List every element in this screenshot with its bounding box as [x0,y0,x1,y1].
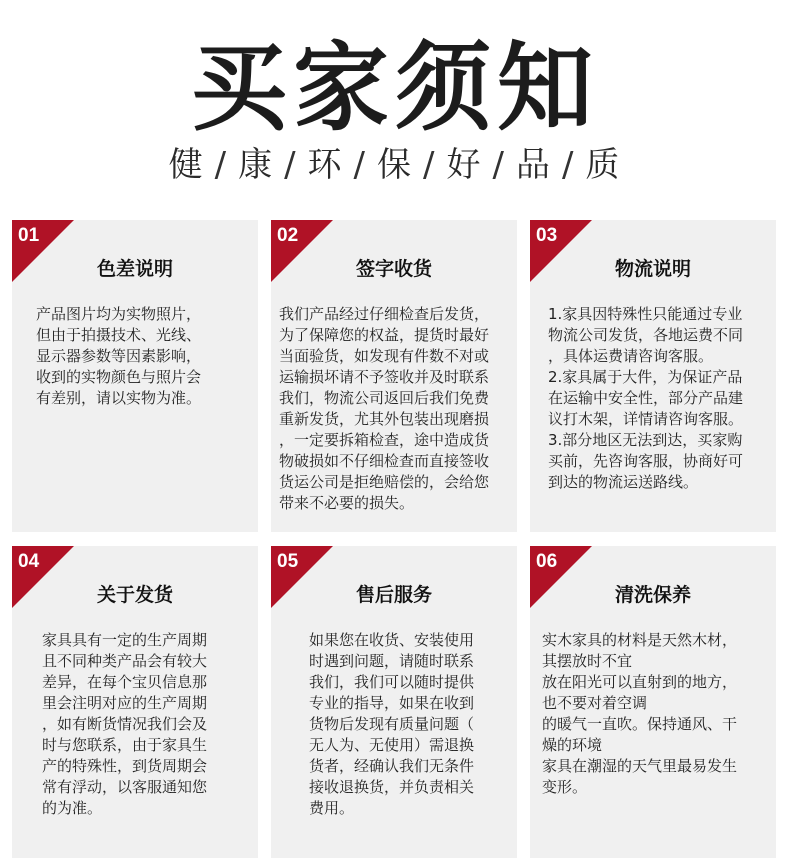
card-number: 02 [277,225,299,246]
subtitle-separator: / [423,145,437,185]
notice-card-logistics [530,220,776,532]
card-title: 签字收货 [355,258,432,280]
card-body: 产品图片均为实物照片， 但由于拍摄技术、光线、 显示器参数等因素影响， 收到的实物颜色与照片会 有差别，请以实物为准。 [36,305,202,407]
subtitle-word: 康 [238,145,275,185]
subtitle-separator: / [561,145,576,185]
card-number: 01 [18,225,40,246]
subtitle-separator: / [214,145,229,185]
subtitle [0,140,790,190]
card-title: 售后服务 [355,584,432,606]
card-body: 1.家具因特殊性只能通过专业 物流公司发货，各地运费不同 ，具体运费请咨询客服。 2.家具属于大件，为保证产品 在运输中安全性，部分产品建 议打木架，详情请咨询客服。 3.部分地区无法到达，买家购 买前，先咨询客服，协商好可 到达的物流运送路线。 [548,305,744,491]
card-body: 实木家具的材料是天然木材， 其摆放时不宜 放在阳光可以直射到的地方， 也不要对着空调 的暖气一直吹。保持通风、干 燥的环境 家具在潮湿的天气里最易发生 变形。 [542,631,738,796]
subtitle-word: 质 [585,145,622,185]
card-title: 关于发货 [96,584,173,606]
page-title: 买家须知 [191,32,599,144]
subtitle-word: 好 [446,145,483,185]
card-number: 03 [536,225,558,246]
card-number: 05 [277,551,299,572]
subtitle-word: 保 [377,145,413,185]
card-number: 04 [18,551,40,572]
subtitle-word: 品 [515,145,552,185]
subtitle-separator: / [284,145,298,185]
card-title: 色差说明 [96,258,173,280]
notice-card-cleaning [530,546,776,858]
card-body: 如果您在收货、安装使用 时遇到问题，请随时联系 我们，我们可以随时提供 专业的指导，如果在收到 货物后发现有质量问题（ 无人为、无使用）需退换 货者，经确认我们无条件 接收退换货，并负责相关 费用。 [309,631,475,817]
notice-card-sign-receipt [271,220,517,532]
card-body: 家具具有一定的生产周期 且不同种类产品会有较大 差异，在每个宝贝信息那 里会注明对应的生产周期 ，如有断货情况我们会及 时与您联系，由于家具生 产的特殊性，到货周期会 常有浮动，以客服通知您 的为准。 [42,631,208,817]
notice-card-color-difference [12,220,258,532]
subtitle-separator: / [353,145,367,185]
card-title: 清洗保养 [614,584,691,606]
card-title: 物流说明 [614,258,691,280]
subtitle-separator: / [492,145,506,185]
notice-card-after-sales [271,546,517,858]
notice-card-shipping [12,546,258,858]
subtitle-word: 健 [168,145,205,185]
card-body: 我们产品经过仔细检查后发货， 为了保障您的权益，提货时最好 当面验货，如发现有件数不对或 运输损坏请不予签收并及时联系 我们，物流公司返回后我们免费 重新发货，尤其外包装出现磨损 ，一定要拆箱检查，途中造成货 物破损如不仔细检查而直接签收 货运公司是拒绝赔偿的，会给您 带来不必要的损失。 [279,305,490,512]
card-number: 06 [536,551,558,572]
subtitle-word: 环 [307,145,344,185]
